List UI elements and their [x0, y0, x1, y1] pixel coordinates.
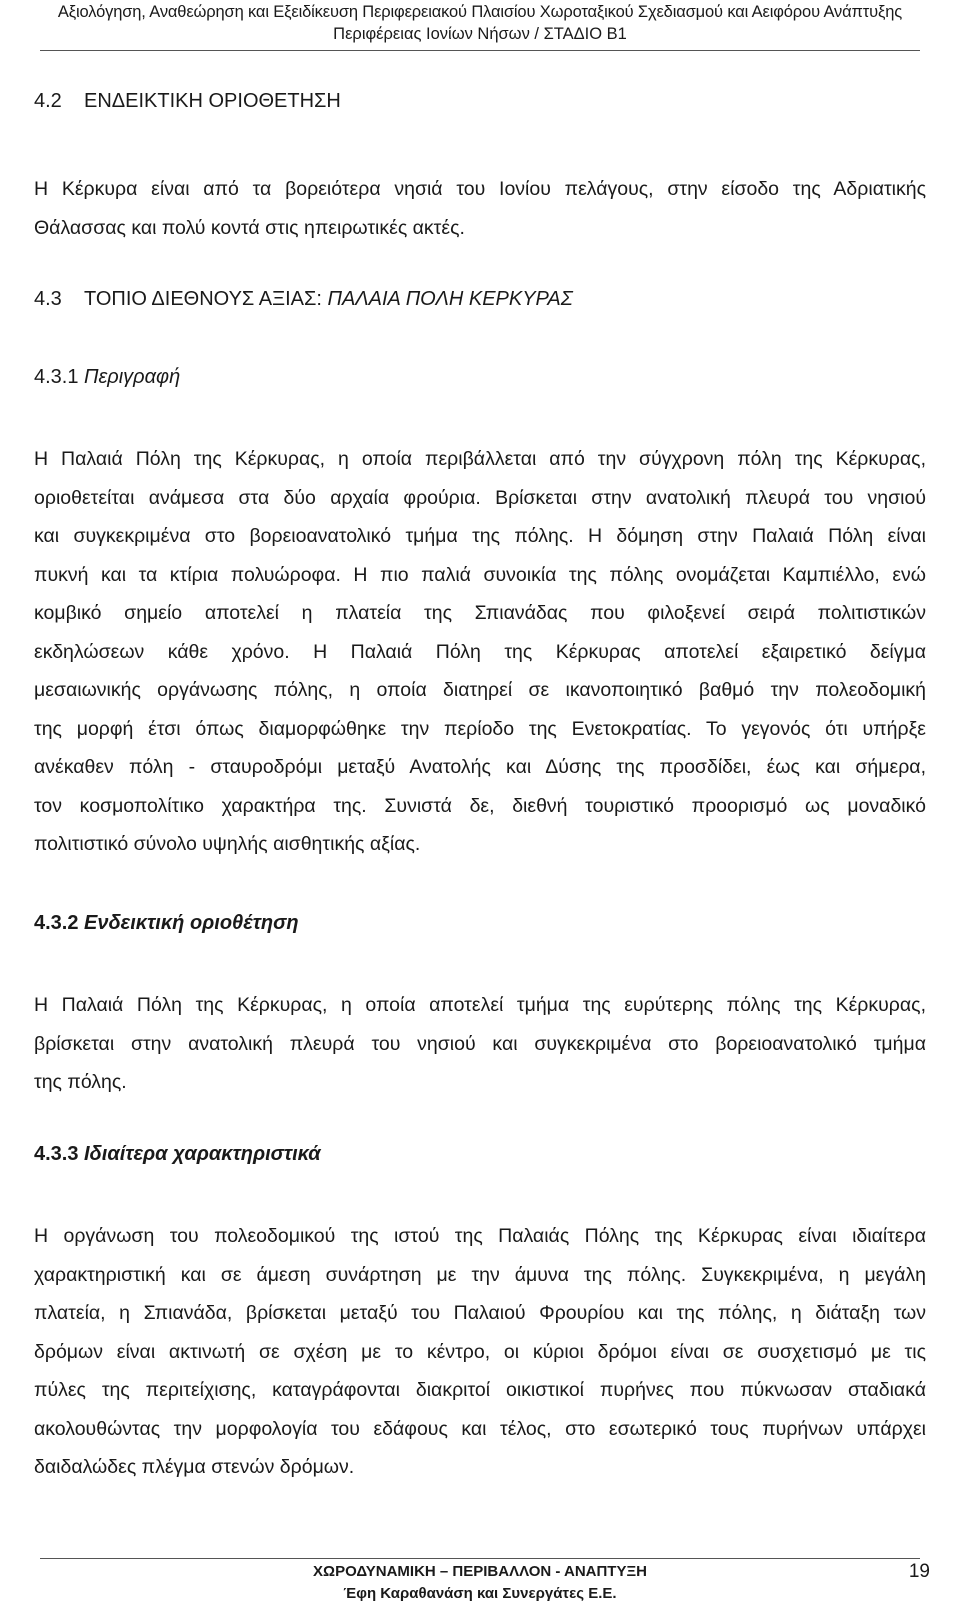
text-line: τον κοσμοπολίτικο χαρακτήρα της. Συνιστά δε, διεθνή τουριστικό προορισμό ως μοναδικό [34, 794, 926, 817]
section-heading-4-3-1 [34, 364, 180, 390]
text-line: χαρακτηριστική και σε άμεση συνάρτηση με την άμυνα της πόλης. Συγκεκριμένα, η μεγάλη [34, 1263, 926, 1286]
section-heading-4-3-2 [34, 910, 299, 936]
paragraph-4-3-3 [34, 1217, 926, 1487]
footer-company-name: ΧΩΡΟΔΥΝΑΜΙΚΗ – ΠΕΡΙΒΑΛΛΟΝ - ΑΝΑΠΤΥΞΗ [313, 1563, 647, 1580]
text-line: Θάλασσας και πολύ κοντά στις ηπειρωτικές ακτές. [34, 216, 465, 239]
text-line: ανέκαθεν πόλη - σταυροδρόμι μεταξύ Ανατολής και Δύσης της προσδίδει, έως και σήμερα, [34, 756, 926, 778]
text-line: εκδηλώσεων κάθε χρόνο. Η Παλαιά Πόλη της Κέρκυρας αποτελεί εξαιρετικό δείγμα [34, 640, 926, 663]
paragraph-4-3-2 [34, 986, 926, 1102]
text-line: κομβικό σημείο αποτελεί η πλατεία της Σπιανάδας που φιλοξενεί σειρά πολιτιστικών [34, 602, 926, 624]
section-number: 4.3 [34, 288, 62, 310]
section-number: 4.2 [34, 90, 62, 112]
header-divider [40, 50, 920, 51]
section-number: 4.3.3 [34, 1143, 79, 1165]
text-line: Η Παλαιά Πόλη της Κέρκυρας, η οποία περιβάλλεται από την σύγχρονη πόλη της Κέρκυρας, [34, 448, 926, 470]
section-title-plain: ΤΟΠΙΟ ΔΙΕΘΝΟΥΣ ΑΞΙΑΣ: [84, 288, 328, 310]
section-number: 4.3.2 [34, 912, 79, 934]
text-line: της μορφή έτσι όπως διαμορφώθηκε την περίοδο της Ενετοκρατίας. Το γεγονός ότι υπήρξε [34, 717, 926, 740]
section-title: Ενδεικτική οριοθέτηση [84, 912, 299, 934]
text-line: και συγκεκριμένα στο βορειοανατολικό τμήμα της πόλης. Η δόμηση στην Παλαιά Πόλη είναι [34, 525, 926, 547]
paragraph-4-2 [34, 170, 926, 247]
paragraph-4-3-1 [34, 440, 926, 864]
section-title: Περιγραφή [84, 366, 181, 388]
text-line: βρίσκεται στην ανατολική πλευρά του νησιού και συγκεκριμένα στο βορειοανατολικό τμήμα [34, 1032, 926, 1055]
header-title-line2: Περιφέρειας Ιονίων Νήσων / ΣΤΑΔΙΟ Β1 [333, 25, 627, 43]
text-line: πλατεία, η Σπιανάδα, βρίσκεται μεταξύ του Παλαιού Φρουρίου και της πόλης, η διάταξη των [34, 1302, 926, 1324]
section-heading-4-2 [34, 88, 341, 114]
text-line: ακολουθώντας την μορφολογία του εδάφους και τέλος, στο εσωτερικό τους πυρήνων υπάρχει [34, 1417, 926, 1440]
footer-divider [40, 1558, 920, 1559]
text-line: πολιτιστικό σύνολο υψηλής αισθητικής αξίας. [34, 833, 421, 855]
text-line: πυκνή και τα κτίρια πολυώροφα. Η πιο παλιά συνοικία της πόλης ονομάζεται Καμπιέλλο, ενώ [34, 563, 926, 586]
text-line: δαιδαλώδες πλέγμα στενών δρόμων. [34, 1456, 355, 1478]
text-line: Η Κέρκυρα είναι από τα βορειότερα νησιά του Ιονίου πελάγους, στην είσοδο της Αδριατικής [34, 178, 926, 200]
section-number: 4.3.1 [34, 366, 79, 388]
text-line: οριοθετείται ανάμεσα στα δύο αρχαία φρούρια. Βρίσκεται στην ανατολική πλευρά του νησιού [34, 486, 926, 509]
section-heading-4-3-3 [34, 1141, 321, 1167]
text-line: δρόμων είναι ακτινωτή σε σχέση με το κέντρο, οι κύριοι δρόμοι είναι σε συσχετισμό με τις [34, 1340, 926, 1363]
text-line: Η οργάνωση του πολεοδομικού της ιστού της Παλαιάς Πόλης της Κέρκυρας είναι ιδιαίτερα [34, 1225, 926, 1247]
text-line: πύλες της περιτείχισης, καταγράφονται διακριτοί οικιστικοί πυρήνες που πύκνωσαν σταδιακά [34, 1379, 926, 1401]
section-heading-4-3 [34, 286, 573, 312]
text-line: μεσαιωνικής οργάνωσης πόλης, η οποία διατηρεί σε ικανοποιητικό βαθμό την πολεοδομική [34, 679, 926, 701]
section-title-italic: ΠΑΛΑΙΑ ΠΟΛΗ ΚΕΡΚΥΡΑΣ [327, 288, 573, 310]
section-title: Ιδιαίτερα χαρακτηριστικά [84, 1143, 321, 1165]
footer-company-subtitle: Έφη Καραθανάση και Συνεργάτες Ε.Ε. [343, 1585, 617, 1602]
page-number: 19 [908, 1561, 930, 1582]
header-title-line1: Αξιολόγηση, Αναθεώρηση και Εξειδίκευση Περιφερειακού Πλαισίου Χωροταξικού Σχεδιασμού και Αειφόρου Ανάπτυξης [57, 3, 903, 21]
text-line: της πόλης. [34, 1071, 127, 1093]
text-line: Η Παλαιά Πόλη της Κέρκυρας, η οποία αποτελεί τμήμα της ευρύτερης πόλης της Κέρκυρας, [34, 994, 926, 1016]
section-title: ΕΝΔΕΙΚΤΙΚΗ ΟΡΙΟΘΕΤΗΣΗ [84, 90, 341, 112]
